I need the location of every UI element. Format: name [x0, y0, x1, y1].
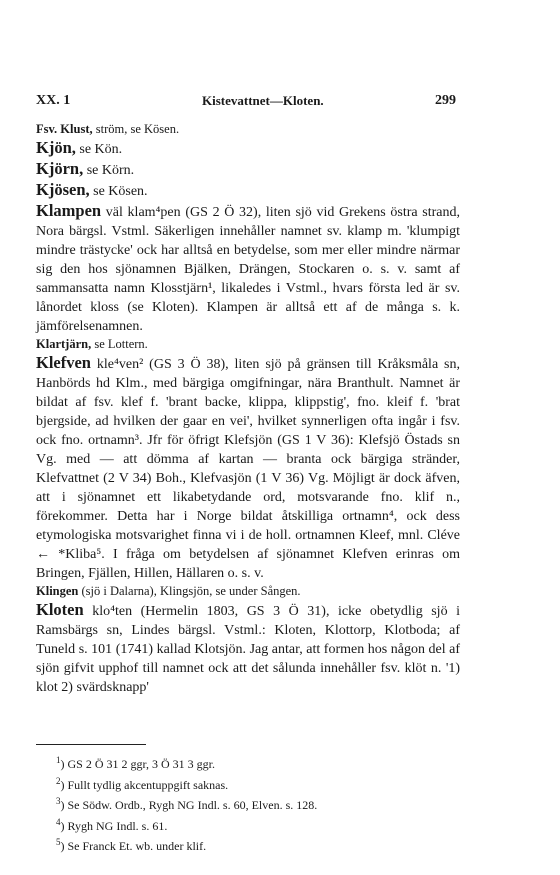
footnote: [56, 814, 436, 835]
footnote-text: ) GS 2 Ö 31 2 ggr, 3 Ö 31 3 ggr.: [60, 757, 216, 771]
entry-headword: Kjösen,: [36, 180, 90, 199]
entry-text: ström, se Kösen.: [92, 122, 180, 136]
entry-klampen: [36, 201, 460, 336]
page-number: 299: [435, 93, 456, 108]
footnote-mark: 3: [56, 796, 61, 806]
footnote-mark: 4: [56, 816, 61, 827]
entry-headword: Kjörn,: [36, 159, 84, 178]
entry-kjorn: [36, 159, 460, 180]
entry-klingen: [36, 583, 460, 600]
entry-text: se Kösen.: [89, 184, 148, 199]
section-number: XX. 1: [36, 93, 71, 108]
footnote: [56, 773, 436, 794]
dictionary-body: [36, 121, 460, 697]
footnotes: [56, 752, 436, 855]
entry-headword: Klartjärn,: [36, 337, 92, 351]
footnote: [56, 752, 436, 773]
entry-text: kle⁴ven² (GS 3 Ö 38), liten sjö på gränsen till Kråksmåla sn, Hanbörds hd Klm., med bärgiga omgifningar, nära Branthult. Namnet är bildat af fsv. klef f. 'brant backe, klippa, klippstig', fno. kleif f. 'brat bjergside, ad hvilken der gaar en vei', hvilket synnerligen ofta ingår i fsv. ock fno. ortnamn³. Jfr för öfrigt Klefsjön (GS 1 V 36): Klefsjö Östads sn Vg. med — att dömma af kartan — branta ock bärgiga stränder, Klefvattnet (2 V 34) Boh., Klefvasjön (1 V 36) Vg. Möjligt är dock äfven, att i sjönamnet ett likabetydande ord, motsvarande fno. klif n., förekommer. Detta har i Norge bildat åtskilliga ortnamn⁴, ock dess etymologiska motsvarighet finna vi i de holl. ortnamnen Kleef, mnl. Cléve ← *Kliba⁵. I fråga om betydelsen af sjönamnet Klefven erinras om Bringen, Fjällen, Hillen, Hällaren o. s. v.: [36, 357, 460, 581]
entry-klust: [36, 121, 460, 138]
entry-kjon: [36, 138, 460, 159]
footnote-mark: 1: [56, 755, 61, 765]
footnote: [56, 834, 436, 855]
footnote-mark: 5: [56, 837, 61, 847]
entry-headword: Klingen: [36, 584, 79, 598]
entry-headword: Klefven: [36, 353, 91, 372]
entry-headword: Kloten: [36, 600, 84, 619]
entry-headword: Kjön,: [36, 138, 76, 157]
running-title: Kistevattnet—Kloten.: [202, 93, 324, 108]
footnote-divider: [36, 744, 146, 745]
footnote-text: ) Se Franck Et. wb. under klif.: [60, 839, 207, 853]
entry-text: (sjö i Dalarna), Klingsjön, se under Sången.: [78, 584, 301, 598]
footnote-text: ) Rygh NG Indl. s. 61.: [60, 818, 168, 833]
running-header: [36, 93, 456, 111]
entry-text: väl klam⁴pen (GS 2 Ö 32), liten sjö vid Grekens östra strand, Nora bärgsl. Vstml. Säkerligen innehåller namnet sv. klamp m. 'klumpigt mindre trästycke' ock har alltså en betydelse, som mer eller mindre närmar sig den hos sjönamnen Bjälken, Drängen, Stockaren o. s. v. samt af sammansatta namn Klosstjärn¹, likaledes i Vstml., hvars första led är sv. lånordet kloss (se Kloten). Klampen är alltså ett af de många s. k. jämförelsenamnen.: [36, 205, 460, 334]
entry-kloten: [36, 600, 460, 697]
footnote-mark: 2: [56, 775, 61, 786]
entry-text: se Lottern.: [91, 337, 148, 351]
entry-headword: Fsv. Klust,: [36, 122, 93, 136]
entry-klefven: [36, 353, 460, 583]
entry-text: se Kön.: [75, 142, 123, 157]
entry-klartjarn: [36, 336, 460, 353]
footnote: [56, 793, 436, 814]
entry-kjosen: [36, 180, 460, 201]
footnote-text: ) Fullt tydlig akcentuppgift saknas.: [60, 777, 229, 792]
entry-text: se Körn.: [83, 163, 135, 178]
entry-text: klo⁴ten (Hermelin 1803, GS 3 Ö 31), icke obetydlig sjö i Ramsbärgs sn, Lindes bärgsl. Vstml.: Kloten, Klottorp, Klotboda; af Tuneld s. 101 (1741) kallad Klotsjön. Jag antar, att formen hos någon del af sjön gifvit upphof till namnet ock att det sålunda innehåller fsv. klöt n. '1) klot 2) svärdsknapp': [36, 604, 460, 695]
entry-headword: Klampen: [36, 201, 102, 220]
footnote-text: ) Se Södw. Ordb., Rygh NG Indl. s. 60, Elven. s. 128.: [60, 798, 318, 812]
